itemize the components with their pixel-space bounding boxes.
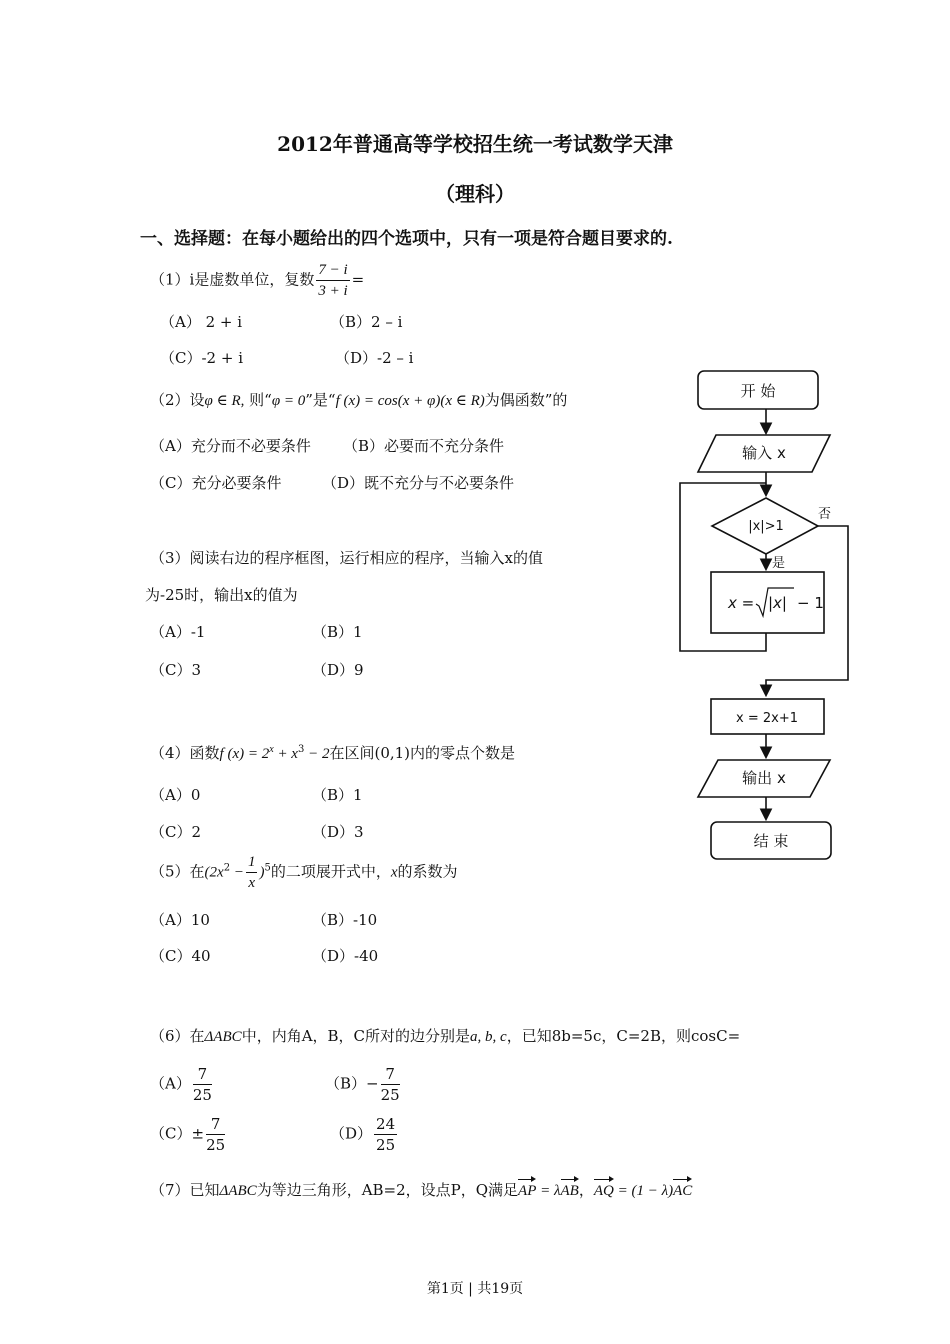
q3-option-b: （B）1: [312, 623, 363, 641]
q2-option-d: （D）既不充分与不必要条件: [322, 474, 515, 492]
q4-option-b: （B）1: [312, 786, 363, 804]
flow-assign-lhs: x =: [728, 594, 755, 612]
question-1: （1）i是虚数单位，复数 $\frac{7 - i}{3 + i}$ =: [150, 262, 365, 299]
q2-option-c: （C）充分必要条件: [150, 474, 282, 492]
section-heading: 一、选择题：在每小题给出的四个选项中，只有一项是符合题目要求的.: [140, 229, 673, 249]
question-2: （2）设φ ∈ R, 则“φ = 0”是“f (x) = cos(x + φ)(x ∈ R)为偶函数”的: [150, 391, 568, 409]
q6-option-b: （B）− $\frac{7}{25}$: [325, 1065, 400, 1104]
question-5: （5）在($2x^2$ − $\frac{1}{x}$ )$^5$的二项展开式中，x的系数为: [150, 854, 458, 891]
q3-line1: （3）阅读右边的程序框图，运行相应的程序，当输入x的值: [150, 549, 544, 567]
q5-option-d: （D）-40: [312, 947, 379, 965]
program-flowchart: [660, 360, 890, 870]
question-7: （7）已知ΔABC为等边三角形，AB=2，设点P，Q满足AP = λAB，AQ = (1 − λ)AC: [150, 1181, 693, 1199]
page-subtitle: （理科）: [435, 182, 515, 206]
q1-option-a: （A） 2 + i: [160, 313, 243, 331]
q1-option-d: （D）-2 – i: [335, 349, 414, 367]
q2-option-b: （B）必要而不充分条件: [343, 437, 505, 455]
flow-start-label: 开 始: [740, 382, 776, 400]
flow-yes-label: 是: [772, 556, 786, 571]
q6-option-a: （A） $\frac{7}{25}$: [150, 1065, 212, 1104]
flow-cond-label: |x|>1: [748, 519, 784, 534]
question-6: （6）在ΔABC中，内角A，B，C所对的边分别是a, b, c，已知8b=5c，C=2B，则cosC=: [150, 1027, 741, 1045]
flow-end-label: 结 束: [753, 832, 789, 850]
q5-option-b: （B）-10: [312, 911, 378, 929]
q3-option-d: （D）9: [312, 661, 364, 679]
q4-option-a: （A）0: [150, 786, 201, 804]
q5-option-c: （C）40: [150, 947, 211, 965]
question-4: （4）函数f $(x) = 2^x + x^3 - 2$在区间(0,1)内的零点个数是: [150, 744, 516, 762]
flow-input-label: 输入 x: [742, 444, 786, 462]
q3-option-a: （A）-1: [150, 623, 206, 641]
q4-option-d: （D）3: [312, 823, 364, 841]
page-title: 2012年普通高等学校招生统一考试数学天津: [277, 132, 673, 156]
q1-fraction: $\frac{7 - i}{3 + i}$: [318, 262, 348, 299]
flow-output-label: 输出 x: [742, 769, 786, 787]
q5-option-a: （A）10: [150, 911, 210, 929]
q4-option-c: （C）2: [150, 823, 202, 841]
q3-line2: 为-25时，输出x的值为: [145, 586, 298, 604]
q6-option-c: （C）± $\frac{7}{25}$: [150, 1115, 226, 1154]
flow-assign-radicand: |x|: [768, 594, 787, 612]
page-footer: 第1页 | 共19页: [426, 1281, 524, 1297]
q6-option-d: （D） $\frac{24}{25}$: [330, 1115, 396, 1154]
flow-assign-tail: − 1: [797, 594, 824, 612]
q2-option-a: （A）充分而不必要条件: [150, 437, 311, 455]
q1-option-b: （B）2 – i: [330, 313, 403, 331]
q1-option-c: （C）-2 + i: [160, 349, 243, 367]
flow-no-label: 否: [818, 507, 832, 522]
q1-stem: （1）i是虚数单位，复数: [150, 270, 315, 289]
flow-calc-label: x = 2x+1: [736, 711, 798, 726]
q3-option-c: （C）3: [150, 661, 202, 679]
